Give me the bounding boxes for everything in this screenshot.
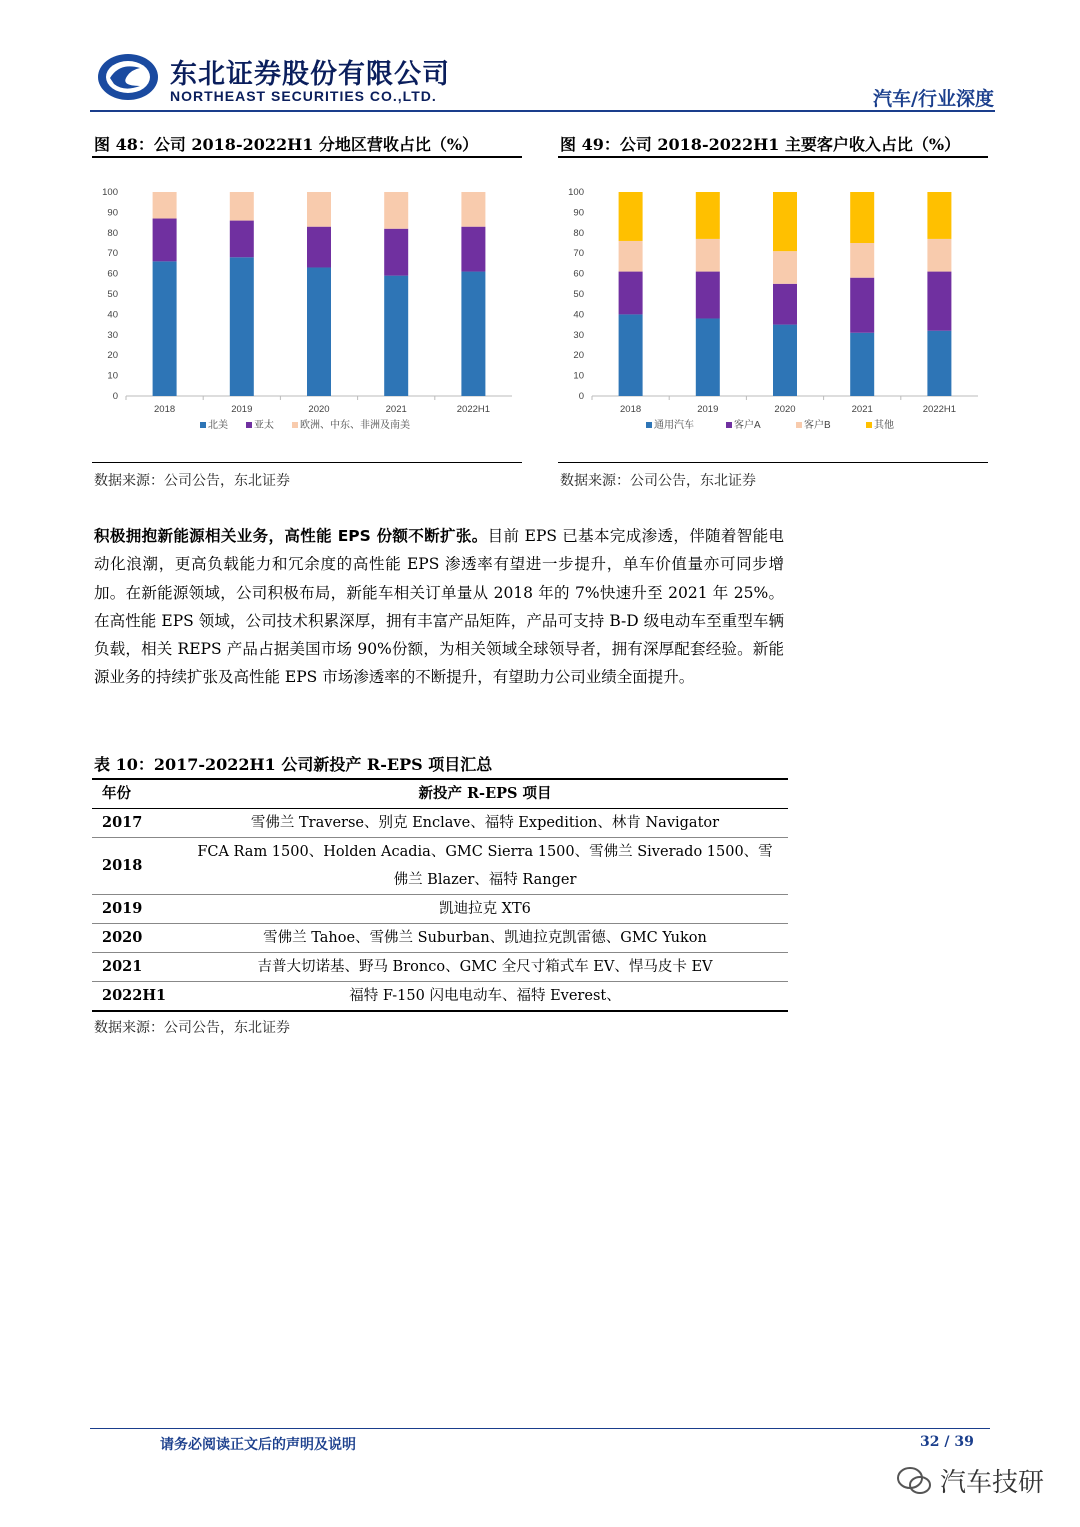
fig49-bar-1 (696, 318, 720, 396)
fig48-ytick-label: 80 (107, 227, 118, 239)
fig49-bar-4 (927, 192, 951, 239)
fig49-ytick-label: 50 (573, 289, 584, 300)
report-sector: 汽车/行业深度 (873, 88, 994, 110)
row-year: 2018 (92, 838, 182, 895)
fig49-bar-2 (850, 278, 874, 333)
fig48-bar-2 (153, 219, 177, 262)
header-year: 年份 (92, 779, 182, 809)
fig48-bar-1 (230, 257, 254, 396)
fig49-ytick-label: 100 (568, 187, 584, 198)
fig48-bar-2 (384, 229, 408, 276)
fig49-bar-3 (696, 239, 720, 272)
fig49-bar-2 (773, 284, 797, 325)
fig48-legend-swatch (246, 422, 252, 428)
figure49-title: 图 49：公司 2018-2022H1 主要客户收入占比（%） (560, 135, 961, 154)
fig49-ytick-label: 0 (578, 391, 584, 402)
fig49-bar-4 (619, 192, 643, 241)
wechat-icon (896, 1466, 932, 1496)
fig49-legend-swatch (726, 422, 732, 428)
fig48-bar-2 (307, 227, 331, 268)
fig49-bar-1 (850, 333, 874, 396)
fig49-xtick-label: 2021 (851, 404, 873, 415)
row-projects: 雪佛兰 Traverse、别克 Enclave、福特 Expedition、林肯 Navigator (182, 809, 788, 838)
fig48-ytick-label: 10 (107, 370, 118, 382)
fig49-ytick-label: 30 (573, 329, 584, 341)
company-name-en: NORTHEAST SECURITIES CO.,LTD. (170, 88, 437, 104)
fig48-xtick-label: 2021 (385, 404, 407, 415)
fig49-bar-1 (927, 331, 951, 396)
fig48-xtick-label: 2019 (231, 404, 253, 415)
page-number: 32 / 39 (920, 1434, 974, 1450)
footer-divider (90, 1428, 990, 1429)
fig49-ytick-label: 10 (573, 370, 584, 382)
row-year: 2021 (92, 953, 182, 982)
figure49-title-rule (558, 156, 988, 158)
table10-title: 表 10：2017-2022H1 公司新投产 R-EPS 项目汇总 (94, 755, 493, 774)
fig49-legend-swatch (866, 422, 872, 428)
fig49-bar-4 (850, 192, 874, 243)
fig49-bar-2 (927, 272, 951, 331)
row-projects: FCA Ram 1500、Holden Acadia、GMC Sierra 1500、雪佛兰 Siverado 1500、雪佛兰 Blazer、福特 Ranger (182, 838, 788, 895)
watermark-text: 汽车技研 (940, 1468, 1045, 1498)
fig48-ytick-label: 50 (107, 289, 118, 300)
table10-source: 数据来源：公司公告，东北证券 (94, 1020, 290, 1036)
row-projects: 凯迪拉克 XT6 (182, 895, 788, 924)
fig49-xtick-label: 2019 (697, 404, 719, 415)
fig48-ytick-label: 60 (107, 268, 118, 280)
row-year: 2022H1 (92, 982, 182, 1012)
fig49-xtick-label: 2022H1 (922, 404, 957, 415)
paragraph-lead: 积极拥抱新能源相关业务，高性能 EPS 份额不断扩张。 (94, 527, 488, 545)
table-row (92, 982, 788, 1012)
row-year: 2019 (92, 895, 182, 924)
fig49-legend-label: 客户B (804, 420, 831, 431)
fig49-bar-3 (619, 241, 643, 272)
figure49-source: 数据来源：公司公告，东北证券 (560, 473, 756, 489)
fig48-ytick-label: 70 (107, 248, 118, 260)
header-projects: 新投产 R-EPS 项目 (182, 779, 788, 809)
figure49-svg (558, 170, 988, 440)
fig48-bar-1 (307, 267, 331, 396)
figure48-svg (92, 170, 522, 440)
fig49-bar-1 (773, 325, 797, 396)
footer-notice: 请务必阅读正文后的声明及说明 (160, 1437, 356, 1453)
table-row (92, 809, 788, 838)
row-projects: 雪佛兰 Tahoe、雪佛兰 Suburban、凯迪拉克凯雷德、GMC Yukon (182, 924, 788, 953)
row-projects: 福特 F-150 闪电电动车、福特 Everest、 (182, 982, 788, 1012)
figure48-bottom-rule (92, 462, 522, 463)
fig48-ytick-label: 100 (102, 187, 118, 198)
fig49-legend-label: 通用汽车 (654, 420, 694, 431)
fig48-bar-3 (153, 192, 177, 219)
row-year: 2020 (92, 924, 182, 953)
fig49-ytick-label: 20 (573, 350, 584, 362)
fig49-bar-2 (619, 272, 643, 315)
fig48-bar-3 (384, 192, 408, 229)
fig48-xtick-label: 2018 (154, 404, 176, 415)
fig48-bar-1 (384, 276, 408, 396)
table-row (92, 924, 788, 953)
fig49-ytick-label: 80 (573, 227, 584, 239)
fig49-xtick-label: 2020 (774, 404, 796, 415)
fig49-bar-3 (927, 239, 951, 272)
table-row (92, 895, 788, 924)
fig49-bar-4 (696, 192, 720, 239)
company-logo (96, 52, 160, 102)
row-projects: 吉普大切诺基、野马 Bronco、GMC 全尺寸箱式车 EV、悍马皮卡 EV (182, 953, 788, 982)
fig48-legend-label: 北美 (208, 420, 228, 431)
figure49-bottom-rule (558, 462, 988, 463)
fig49-bar-3 (773, 251, 797, 284)
fig49-bar-3 (850, 243, 874, 278)
company-name-cn: 东北证券股份有限公司 (170, 59, 450, 90)
fig48-ytick-label: 0 (112, 391, 118, 402)
fig49-legend-swatch (646, 422, 652, 428)
fig49-legend-swatch (796, 422, 802, 428)
fig48-ytick-label: 90 (107, 207, 118, 219)
fig48-bar-3 (307, 192, 331, 227)
fig49-bar-1 (619, 314, 643, 396)
fig49-bar-2 (696, 272, 720, 319)
fig48-ytick-label: 30 (107, 329, 118, 341)
figure48-title-rule (92, 156, 522, 158)
table-header-row (92, 779, 788, 809)
fig48-bar-3 (461, 192, 485, 227)
figure48-source: 数据来源：公司公告，东北证券 (94, 473, 290, 489)
fig48-xtick-label: 2022H1 (456, 404, 491, 415)
fig48-ytick-label: 20 (107, 350, 118, 362)
fig48-legend-swatch (292, 422, 298, 428)
table-row (92, 953, 788, 982)
fig49-xtick-label: 2018 (620, 404, 642, 415)
fig49-ytick-label: 40 (573, 309, 584, 321)
fig49-ytick-label: 90 (573, 207, 584, 219)
fig48-bar-3 (230, 192, 254, 221)
fig49-ytick-label: 70 (573, 248, 584, 260)
fig48-ytick-label: 40 (107, 309, 118, 321)
fig48-xtick-label: 2020 (308, 404, 330, 415)
fig48-bar-2 (461, 227, 485, 272)
header-divider (90, 110, 995, 112)
figure49-chart (558, 170, 988, 440)
table10 (92, 778, 788, 1012)
body-paragraph (94, 522, 784, 692)
fig49-ytick-label: 60 (573, 268, 584, 280)
paragraph-body: 目前 EPS 已基本完成渗透，伴随着智能电动化浪潮，更高负载能力和冗余度的高性能 EPS 渗透率有望进一步提升，单车价值量亦可同步增加。在新能源领域，公司积极布局，新能车相关订单量从 2018 年的 7%快速升至 2021 年 25%。在高性能 EPS 领域，公司技术积累深厚，拥有丰富产品矩阵，产品可支持 B-D 级电动车至重型车辆负载，相关 REPS 产品占据美国市场 90%份额，为相关领域全球领导者，拥有深厚配套经验。新能源业务的持续扩张及高性能 EPS 市场渗透率的不断提升，有望助力公司业绩全面提升。 (94, 527, 785, 687)
figure48-chart (92, 170, 522, 440)
fig48-legend-label: 亚太 (254, 420, 274, 431)
row-year: 2017 (92, 809, 182, 838)
fig49-legend-label: 客户A (734, 420, 761, 431)
fig48-legend-swatch (200, 422, 206, 428)
figure48-title: 图 48：公司 2018-2022H1 分地区营收占比（%） (94, 135, 479, 154)
fig48-bar-1 (153, 261, 177, 396)
fig48-legend-label: 欧洲、中东、非洲及南美 (300, 420, 410, 431)
table-row (92, 838, 788, 895)
fig49-legend-label: 其他 (874, 420, 894, 431)
fig48-bar-2 (230, 221, 254, 258)
fig49-bar-4 (773, 192, 797, 251)
fig48-bar-1 (461, 272, 485, 396)
